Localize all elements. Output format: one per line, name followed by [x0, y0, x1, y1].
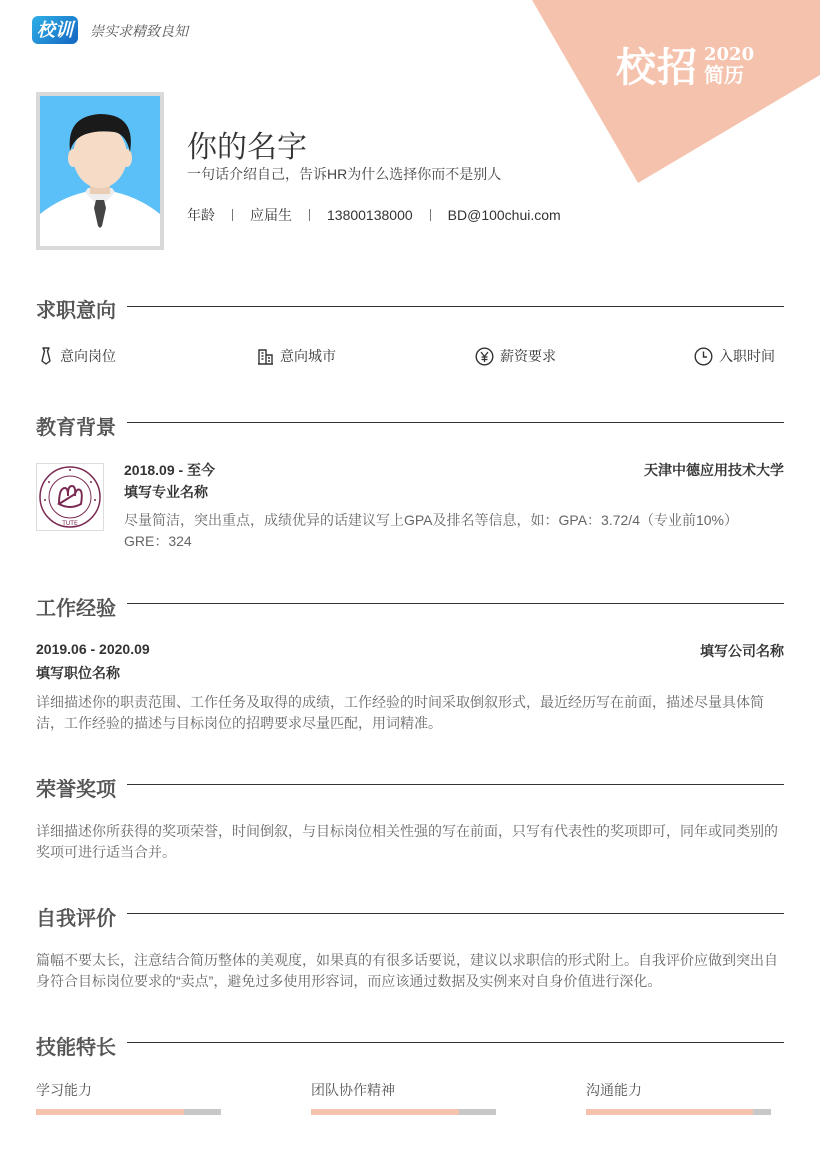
intent-city-label: 意向城市	[280, 348, 336, 364]
info-separator	[430, 209, 431, 221]
section-title-work: 工作经验	[36, 598, 116, 620]
clock-icon	[694, 347, 713, 366]
profile-photo	[36, 92, 164, 250]
section-title-self-eval: 自我评价	[36, 908, 116, 930]
work-position: 填写职位名称	[36, 665, 120, 681]
intent-city	[257, 346, 336, 366]
profile-phone: 13800138000	[327, 207, 413, 223]
skill-bar	[36, 1109, 221, 1115]
self-eval-description: 篇幅不要太长，注意结合简历整体的美观度，如果真的有很多话要说，建议以求职信的形式附上。自我评价应做到突出自身符合目标岗位要求的“卖点”，避免过多使用形容词，而应该通过数据及实例来对自身价值进行深化。	[36, 952, 778, 989]
brand-logo: 校训	[32, 16, 78, 44]
profile-age: 年龄	[187, 207, 215, 223]
work-period: 2019.06 - 2020.09	[36, 641, 150, 657]
intent-position	[38, 346, 116, 366]
section-title-honors: 荣誉奖项	[36, 779, 116, 801]
building-icon	[257, 348, 274, 365]
brand-slogan: 崇实求精致良知	[90, 23, 188, 39]
section-divider	[127, 913, 784, 914]
intent-salary-label: 薪资要求	[500, 348, 556, 364]
tie-icon	[38, 347, 54, 365]
honors-description: 详细描述你所获得的奖项荣誉，时间倒叙，与目标岗位相关性强的写在前面，只写有代表性的奖项即可，同年或同类别的奖项可进行适当合并。	[36, 823, 778, 860]
skill-bar	[311, 1109, 496, 1115]
corner-sub	[704, 45, 754, 85]
section-title-education: 教育背景	[36, 417, 116, 439]
skill-bar-fill	[311, 1109, 459, 1115]
profile-intro: 一句话介绍自己，告诉HR为什么选择你而不是别人	[187, 166, 502, 182]
yen-icon	[475, 347, 494, 366]
profile-info-row	[187, 205, 561, 225]
education-school: 天津中德应用技术大学	[644, 462, 784, 478]
section-divider	[127, 603, 784, 604]
education-period: 2018.09 - 至今	[124, 462, 216, 478]
section-title-intent: 求职意向	[36, 300, 116, 322]
skill-label: 团队协作精神	[311, 1082, 395, 1098]
intent-position-label: 意向岗位	[60, 348, 116, 364]
education-description: 尽量简洁，突出重点，成绩优异的话建议写上GPA及排名等信息，如：GPA：3.72/4（专业前10%） GRE：324	[124, 512, 738, 549]
intent-start-time	[694, 346, 775, 366]
avatar-illustration	[40, 96, 160, 246]
skill-bar	[586, 1109, 771, 1115]
skill-bar-fill	[586, 1109, 753, 1115]
school-emblem-icon	[37, 464, 103, 530]
corner-title	[616, 36, 754, 93]
skill-label: 沟通能力	[586, 1082, 642, 1098]
info-separator	[309, 209, 310, 221]
corner-year: 2020	[704, 43, 755, 65]
education-major: 填写专业名称	[124, 484, 208, 500]
section-divider	[127, 422, 784, 423]
skill-bar-fill	[36, 1109, 184, 1115]
profile-email: BD@100chui.com	[447, 207, 561, 223]
school-logo-text: TUTE	[62, 520, 78, 527]
corner-decoration	[520, 0, 820, 190]
section-divider	[127, 784, 784, 785]
corner-type: 简历	[704, 62, 744, 87]
corner-main-text: 校招	[616, 44, 698, 91]
profile-name: 你的名字	[187, 131, 307, 164]
section-divider	[127, 306, 784, 307]
section-divider	[127, 1042, 784, 1043]
school-logo	[36, 463, 104, 531]
profile-status: 应届生	[250, 207, 292, 223]
work-company: 填写公司名称	[700, 643, 784, 659]
intent-salary	[475, 346, 556, 366]
skill-label: 学习能力	[36, 1082, 92, 1098]
section-title-skills: 技能特长	[36, 1037, 116, 1059]
info-separator	[232, 209, 233, 221]
work-description: 详细描述你的职责范围、工作任务及取得的成绩，工作经验的时间采取倒叙形式，最近经历写在前面，描述尽量具体简洁，工作经验的描述与目标岗位的招聘要求尽量匹配，用词精准。	[36, 694, 764, 731]
intent-start-time-label: 入职时间	[719, 348, 775, 364]
